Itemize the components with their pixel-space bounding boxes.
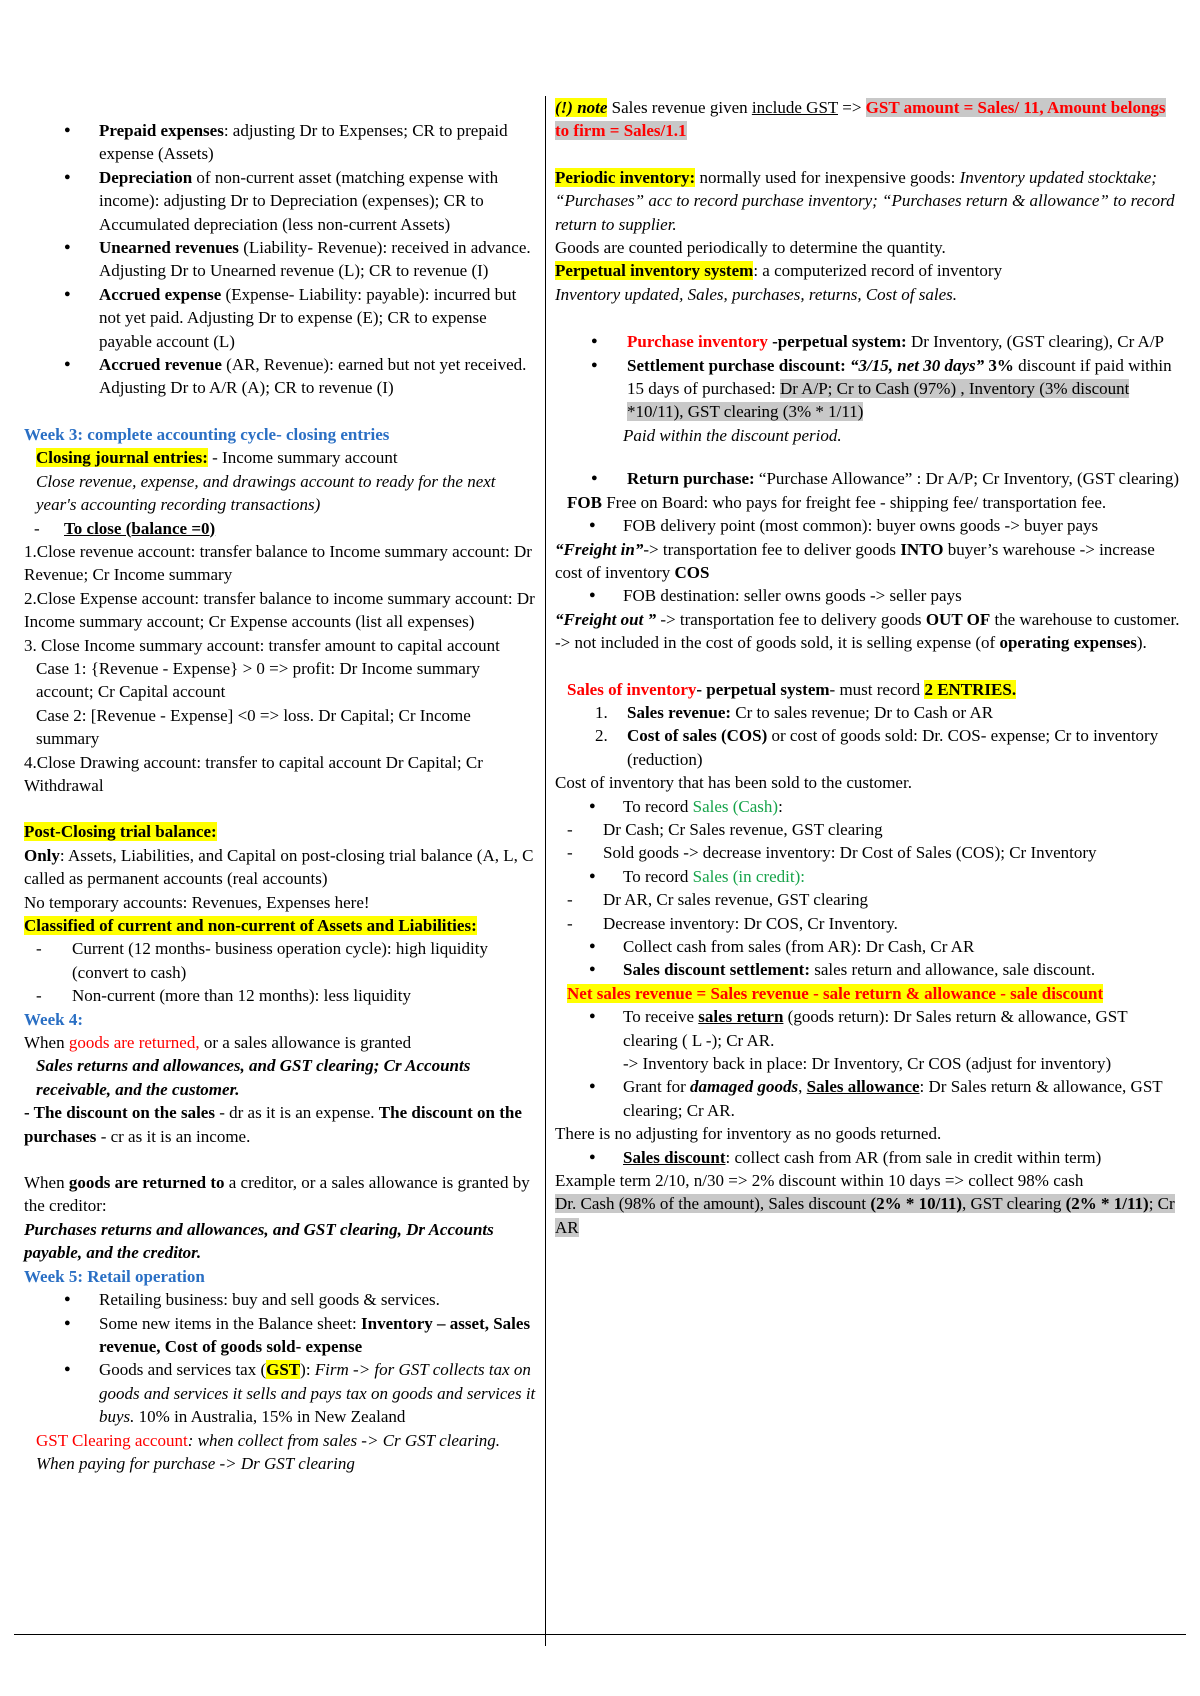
classified-list <box>24 937 536 1007</box>
list-item: ● Unearned revenues (Liability- Revenue): received in advance. Adjusting Dr to Unearned revenue (L); CR to revenue (I) <box>24 236 536 283</box>
w4-entry: Sales returns and allowances, and GST clearing; Cr Accounts receivable, and the customer. <box>36 1056 471 1099</box>
cash-entries-list <box>555 818 1183 865</box>
list-item: ● To receive sales return (goods return): Dr Sales return & allowance, GST clearing ( L -); Cr AR. <box>555 1005 1183 1052</box>
fob-destination-list <box>555 584 1183 607</box>
record-credit-list <box>555 865 1183 888</box>
w4-returned-to-creditor: When goods are returned to a creditor, or a sales allowance is granted by the creditor: <box>24 1173 530 1216</box>
week4-heading: Week 4: <box>24 1009 84 1029</box>
list-item: ● Goods and services tax (GST): Firm -> for GST collects tax on goods and services it sells and pays tax on goods and services it buys. 10% in Australia, 15% in New Zealand <box>24 1358 536 1428</box>
closing-entries-note: Close revenue, expense, and drawings account to ready for the next year's accounting recording transactions) <box>36 471 496 515</box>
list-item: ● Sales discount settlement: sales return and allowance, sale discount. <box>555 958 1183 981</box>
list-item: ● Collect cash from sales (from AR): Dr Cash, Cr AR <box>555 935 1183 958</box>
fob-delivery-list <box>555 514 1183 537</box>
fob-definition: FOB Free on Board: who pays for freight fee - shipping fee/ transportation fee. <box>567 492 1107 512</box>
classified-heading: Classified of current and non-current of Assets and Liabilities: <box>24 916 477 935</box>
case-2: Case 2: [Revenue - Expense] <0 => loss. Dr Capital; Cr Income summary <box>36 705 471 749</box>
list-item: ● FOB destination: seller owns goods -> seller pays <box>555 584 1183 607</box>
net-sales-revenue: Net sales revenue = Sales revenue - sale return & allowance - sale discount <box>567 983 1104 1003</box>
list-item: ● Some new items in the Balance sheet: Inventory – asset, Sales revenue, Cost of goods sold- expense <box>24 1312 536 1359</box>
record-cash-list <box>555 795 1183 818</box>
close-step-1: 1.Close revenue account: transfer balance to Income summary account: Dr Revenue; Cr Income summary <box>24 541 532 585</box>
list-item: - Dr AR, Cr sales revenue, GST clearing <box>555 888 1183 911</box>
no-adjusting: There is no adjusting for inventory as no goods returned. <box>555 1124 942 1144</box>
not-included-cos: -> not included in the cost of goods sold, it is selling expense (of operating expenses). <box>555 633 1147 653</box>
sales-entries-list <box>555 701 1183 771</box>
w4-when-returned: When goods are returned, or a sales allowance is granted <box>24 1033 412 1053</box>
freight-out: “Freight out ” -> transportation fee to delivery goods OUT OF the warehouse to customer. <box>555 609 1180 629</box>
list-item: ● Grant for damaged goods, Sales allowance: Dr Sales return & allowance, GST clearing; Cr AR. <box>555 1075 1183 1122</box>
to-close-heading: - To close (balance =0) <box>24 517 536 540</box>
sales-of-inventory: Sales of inventory- perpetual system- must record 2 ENTRIES. <box>567 679 1017 699</box>
no-temporary-accounts: No temporary accounts: Revenues, Expenses here! <box>24 892 370 912</box>
example-term: Example term 2/10, n/30 => 2% discount within 10 days => collect 98% cash <box>555 1171 1084 1191</box>
list-item: ● Accrued revenue (AR, Revenue): earned but not yet received. Adjusting Dr to A/R (A); CR to revenue (I) <box>24 353 536 400</box>
adjusting-entries-list <box>24 119 536 400</box>
list-item: - Dr Cash; Cr Sales revenue, GST clearing <box>555 818 1183 841</box>
list-item: ● Return purchase: “Purchase Allowance” : Dr A/P; Cr Inventory, (GST clearing) <box>555 467 1183 490</box>
week5-heading: Week 5: Retail operation <box>24 1266 205 1286</box>
perpetual-note: Inventory updated, Sales, purchases, returns, Cost of sales. <box>555 284 957 304</box>
list-item: ● Settlement purchase discount: “3/15, net 30 days” 3% discount if paid within 15 days of purchased: Dr A/P; Cr to Cash (97%) , Inventory (3% discount *10/11), GST clearing (3% * 1/11) <box>555 354 1183 424</box>
list-item: - Current (12 months- business operation cycle): high liquidity (convert to cash) <box>24 937 536 984</box>
list-item: ● Purchase inventory -perpetual system: Dr Inventory, (GST clearing), Cr A/P <box>555 330 1183 353</box>
list-item: 2. Cost of sales (COS) or cost of goods sold: Dr. COS- expense; Cr to inventory (reduction) <box>595 726 1159 769</box>
return-purchase-list <box>555 467 1183 490</box>
freight-in: “Freight in”-> transportation fee to deliver goods INTO buyer’s warehouse -> increase cost of inventory COS <box>555 539 1155 582</box>
post-closing-heading: Post-Closing trial balance: <box>24 822 217 842</box>
closing-entries-line: Closing journal entries: - Income summary account <box>36 448 398 468</box>
list-item: ● Prepaid expenses: adjusting Dr to Expenses; CR to prepaid expense (Assets) <box>24 119 536 166</box>
case-1: Case 1: {Revenue - Expense} > 0 => profit: Dr Income summary account; Cr Capital account <box>36 658 481 702</box>
right-column <box>555 96 1183 1239</box>
w4-discount: - The discount on the sales - dr as it is an expense. The discount on the purchases - cr as it is an income. <box>24 1103 522 1146</box>
list-item: - Non-current (more than 12 months): less liquidity <box>24 984 536 1007</box>
left-column <box>24 96 536 1475</box>
gst-note: (!) note Sales revenue given include GST => GST amount = Sales/ 11, Amount belongs to firm = Sales/1.1 <box>555 98 1166 141</box>
retail-list <box>24 1288 536 1428</box>
purchase-list <box>555 330 1183 424</box>
week3-heading: Week 3: complete accounting cycle- closing entries <box>24 424 390 444</box>
list-item: - Sold goods -> decrease inventory: Dr Cost of Sales (COS); Cr Inventory <box>555 841 1183 864</box>
sales-allowance-list <box>555 1075 1183 1122</box>
w4-entry-2: Purchases returns and allowances, and GST clearing, Dr Accounts payable, and the creditor. <box>24 1219 494 1263</box>
list-item: 1. Sales revenue: Cr to sales revenue; Dr to Cash or AR <box>595 702 994 722</box>
list-item: ● Accrued expense (Expense- Liability: payable): incurred but not yet paid. Adjusting Dr to expense (E); CR to expense payable account (L) <box>24 283 536 353</box>
inventory-back: -> Inventory back in place: Dr Inventory, Cr COS (adjust for inventory) <box>623 1054 1112 1074</box>
goods-counted: Goods are counted periodically to determine the quantity. <box>555 238 946 258</box>
list-item: ● Sales discount: collect cash from AR (from sale in credit within term) <box>555 1146 1183 1169</box>
post-closing-text: Only: Assets, Liabilities, and Capital on post-closing trial balance (A, L, C called as permanent accounts (real accounts) <box>24 845 534 889</box>
column-divider <box>545 96 546 1646</box>
list-item: ● To record Sales (in credit): <box>555 865 1183 888</box>
close-step-3: 3. Close Income summary account: transfer amount to capital account <box>24 635 500 655</box>
bottom-rule <box>14 1634 1186 1635</box>
collect-cash-list <box>555 935 1183 982</box>
credit-entries-list <box>555 888 1183 935</box>
perpetual-inventory: Perpetual inventory system: a computerized record of inventory <box>555 261 1003 281</box>
discount-period-note: Paid within the discount period. <box>623 425 842 445</box>
cost-of-inventory: Cost of inventory that has been sold to the customer. <box>555 773 912 793</box>
list-item: ● Retailing business: buy and sell goods & services. <box>24 1288 536 1311</box>
example-entry: Dr. Cash (98% of the amount), Sales discount (2% * 10/11), GST clearing (2% * 1/11); Cr AR <box>555 1194 1175 1237</box>
list-item: ● To record Sales (Cash): <box>555 795 1183 818</box>
sales-return-list <box>555 1005 1183 1052</box>
periodic-inventory: Periodic inventory: normally used for inexpensive goods: Inventory updated stocktake; “Purchases” acc to record purchase inventory; “Purchases return & allowance” to record return to supplier. <box>555 167 1175 234</box>
close-step-2: 2.Close Expense account: transfer balance to income summary account: Dr Income summary account; Cr Expense accounts (list all expenses) <box>24 588 535 632</box>
close-step-4: 4.Close Drawing account: transfer to capital account Dr Capital; Cr Withdrawal <box>24 752 483 795</box>
sales-discount-list <box>555 1146 1183 1169</box>
list-item: - Decrease inventory: Dr COS, Cr Inventory. <box>555 912 1183 935</box>
list-item: ● FOB delivery point (most common): buyer owns goods -> buyer pays <box>555 514 1183 537</box>
list-item: ● Depreciation of non-current asset (matching expense with income): adjusting Dr to Depreciation (expenses); CR to Accumulated depreciation (less non-current Assets) <box>24 166 536 236</box>
gst-clearing: GST Clearing account: when collect from sales -> Cr GST clearing. When paying for purchase -> Dr GST clearing <box>36 1430 500 1473</box>
